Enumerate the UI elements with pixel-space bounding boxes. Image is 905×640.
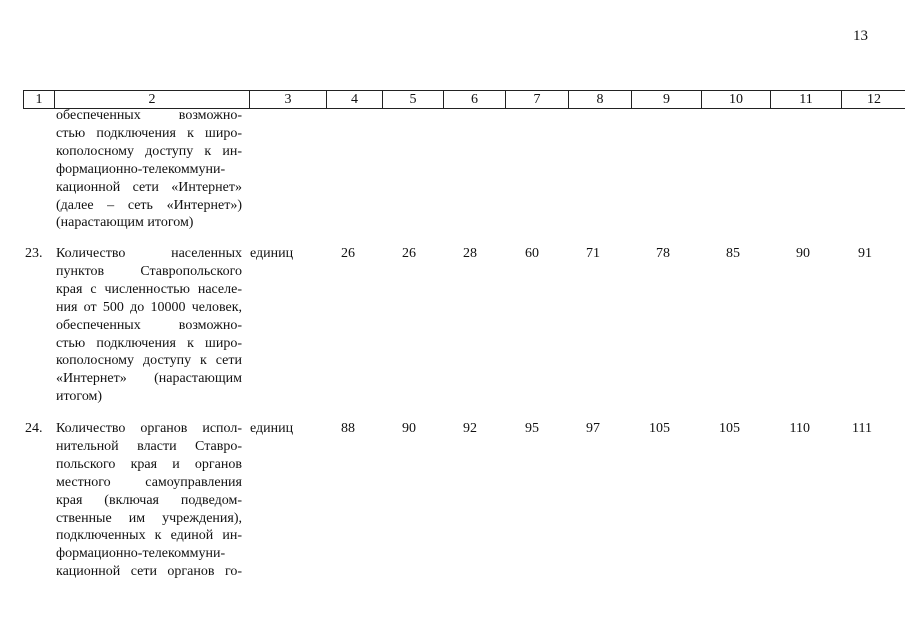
row-value: 95 xyxy=(525,421,539,436)
description-line: пунктов Ставропольского xyxy=(56,263,242,279)
header-cell-12: 12 xyxy=(841,91,905,108)
description-line: кационной сети «Интернет» xyxy=(56,179,242,195)
description-line: обеспеченных возможно- xyxy=(56,108,242,123)
description-line: ния от 500 до 10000 человек, xyxy=(56,299,242,315)
row-value: 97 xyxy=(586,421,600,436)
header-cell-6: 6 xyxy=(443,91,505,108)
description-line: края (включая подведом- xyxy=(56,492,242,508)
header-cell-2: 2 xyxy=(54,91,249,108)
row-value: 91 xyxy=(858,246,872,261)
row-number: 24. xyxy=(25,421,43,436)
row-value: 26 xyxy=(341,246,355,261)
description-line: польского края и органов xyxy=(56,456,242,472)
row-value: 88 xyxy=(341,421,355,436)
row-value: 26 xyxy=(402,246,416,261)
row-description xyxy=(56,245,242,406)
page-number: 13 xyxy=(853,28,868,44)
row-description xyxy=(56,420,242,581)
description-line: кополосному доступу к сети xyxy=(56,353,242,369)
description-line: кополосному доступу к ин- xyxy=(56,143,242,159)
description-line: «Интернет» (нарастающим xyxy=(56,371,242,387)
header-cell-9: 9 xyxy=(631,91,701,108)
description-line: местного самоуправления xyxy=(56,474,242,490)
row-value: 78 xyxy=(656,246,670,261)
description-line: кационной сети органов го- xyxy=(56,564,242,580)
description-line: ственные им учреждения), xyxy=(56,510,242,526)
description-line: Количество населенных xyxy=(56,246,242,261)
description-line: Количество органов испол- xyxy=(56,421,242,436)
header-cell-11: 11 xyxy=(770,91,841,108)
description-line: стью подключения к широ- xyxy=(56,335,242,351)
header-cell-7: 7 xyxy=(505,91,568,108)
description-line: формационно-телекоммуни- xyxy=(56,546,226,562)
row-unit: единиц xyxy=(250,246,294,261)
description-line: итогом) xyxy=(56,389,103,405)
description-line: обеспеченных возможно- xyxy=(56,317,242,333)
description-line: подключенных к единой ин- xyxy=(56,528,242,544)
row-value: 71 xyxy=(586,246,600,261)
description-line: края с численностью населе- xyxy=(56,281,242,297)
row-value: 85 xyxy=(726,246,740,261)
header-cell-3: 3 xyxy=(249,91,326,108)
description-line: нительной власти Ставро- xyxy=(56,438,242,454)
row-value: 105 xyxy=(649,421,670,436)
row-value: 90 xyxy=(796,246,810,261)
header-cell-8: 8 xyxy=(568,91,631,108)
row-value: 28 xyxy=(463,246,477,261)
row-unit: единиц xyxy=(250,421,294,436)
row-value: 60 xyxy=(525,246,539,261)
header-cell-4: 4 xyxy=(326,91,382,108)
header-cell-5: 5 xyxy=(382,91,443,108)
header-cell-1: 1 xyxy=(35,92,43,107)
row-value: 110 xyxy=(789,421,810,436)
description-line: (нарастающим итогом) xyxy=(56,215,194,231)
row-value: 111 xyxy=(852,421,872,436)
description-line: (далее – сеть «Интернет») xyxy=(56,197,242,213)
header-cell-10: 10 xyxy=(701,91,770,108)
description-line: стью подключения к широ- xyxy=(56,125,242,141)
continuation-description xyxy=(56,107,242,232)
row-number: 23. xyxy=(25,246,43,261)
row-value: 90 xyxy=(402,421,416,436)
row-value: 105 xyxy=(719,421,740,436)
description-line: формационно-телекоммуни- xyxy=(56,161,226,177)
row-value: 92 xyxy=(463,421,477,436)
